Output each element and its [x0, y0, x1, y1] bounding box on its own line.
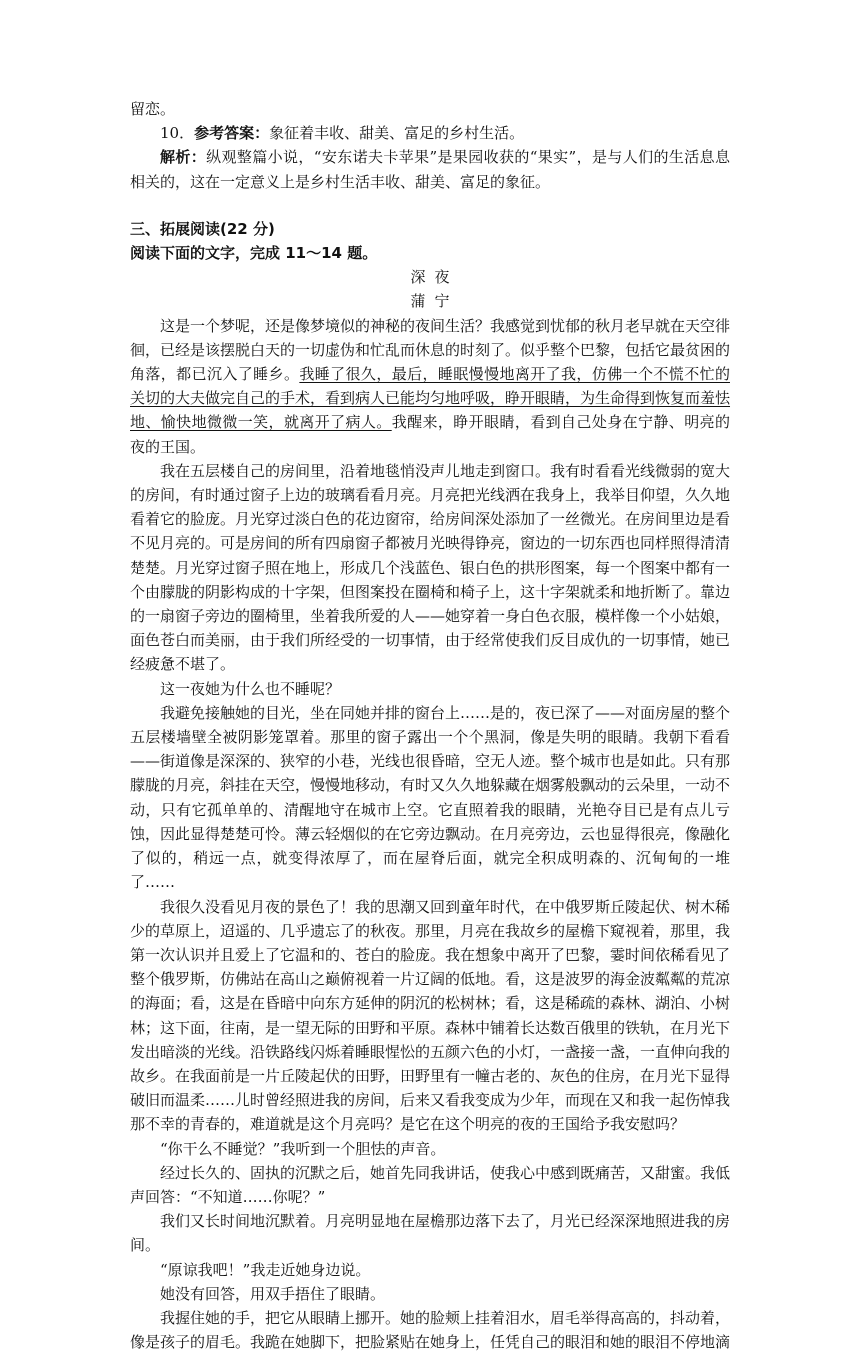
previous-answer-tail: 留恋。 — [130, 100, 176, 118]
answer-text: 象征着丰收、甜美、富足的乡村生活。 — [269, 124, 525, 143]
article-paragraph-1 — [130, 314, 730, 459]
answer-label: 参考答案： — [194, 124, 270, 143]
article-paragraph-9: “原谅我吧！”我走近她身边说。 — [160, 1260, 371, 1279]
question-number: 10． — [160, 124, 195, 143]
underlined-sentence: 我睡了很久，最后，睡眠慢慢地离开了我，仿佛一个不慌不忙的关切的大夫做完自己的手术，看到病人已能均匀地呼吸，睁开眼睛，为生命得到恢复而羞怯地、愉快地微微一笑，就离开了病人。 — [130, 365, 731, 432]
question-10-analysis — [130, 145, 730, 193]
spacer — [130, 194, 730, 217]
article-paragraph-2: 我在五层楼自己的房间里，沿着地毯悄没声儿地走到窗口。我有时看看光线微弱的宽大的房间，有时通过窗子上边的玻璃看看月亮。月亮把光线洒在我身上，我举目仰望，久久地看着它的脸庞。月光穿过淡白色的花边窗帘，给房间深处添加了一丝微光。在房间里边是看不见月亮的。可是房间的所有四扇窗子都被月光映得铮亮，窗边的一切东西也同样照得清清楚楚。月光穿过窗子照在地上，形成几个浅蓝色、银白色的拱形图案，每一个图案中都有一个由朦胧的阴影构成的十字架，但图案投在圈椅和椅子上，这十字架就柔和地折断了。靠边的一扇窗子旁边的圈椅里，坐着我所爱的人——她穿着一身白色衣服，模样像一个小姑娘，面色苍白而美丽，由于我们所经受的一切事情，由于经常使我们反目成仇的一切事情，她已经疲惫不堪了。 — [130, 461, 731, 674]
question-10-answer — [130, 121, 730, 145]
article-author: 蒲宁 — [410, 292, 459, 311]
article-paragraph-11: 我握住她的手，把它从眼睛上挪开。她的脸颊上挂着泪水，眉毛举得高高的，抖动着，像是孩子的眉毛。我跪在她脚下，把脸紧贴在她身上，任凭自己的眼泪和她的眼泪不停地滴 — [130, 1308, 731, 1352]
analysis-label: 解析： — [160, 148, 207, 167]
article-paragraph-5: 我很久没看见月夜的景色了！我的思潮又回到童年时代，在中俄罗斯丘陵起伏、树木稀少的草原上，迢遥的、几乎遗忘了的秋夜。那里，月亮在我故乡的屋檐下窥视着，那里，我第一次认识并且爱上了它温和的、苍白的脸庞。我在想象中离开了巴黎，霎时间依稀看见了整个俄罗斯，仿佛站在高山之巅俯视着一片辽阔的低地。看，这是波罗的海金波粼粼的荒凉的海面；看，这是在昏暗中向东方延伸的阴沉的松树林；看，这是稀疏的森林、湖泊、小树林；这下面，往南，是一望无际的田野和平原。森林中铺着长达数百俄里的铁轨，在月光下发出暗淡的光线。沿铁路线闪烁着睡眼惺忪的五颜六色的小灯，一盏接一盏，一直伸向我的故乡。在我面前是一片丘陵起伏的田野，田野里有一幢古老的、灰色的住房，在月光下显得破旧而温柔……儿时曾经照进我的房间，后来又看我变成为少年，而现在又和我一起伤悼我那不幸的青春的，难道就是这个月亮吗？是它在这个明亮的夜的王国给予我安慰吗？ — [130, 897, 731, 1134]
article-paragraph-4: 我避免接触她的目光，坐在同她并排的窗台上……是的，夜已深了——对面房屋的整个五层楼墙壁全被阴影笼罩着。那里的窗子露出一个个黑洞，像是失明的眼睛。我朝下看看——街道像是深深的、狭窄的小巷，光线也很昏暗，空无人迹。整个城市也是如此。只有那朦胧的月亮，斜挂在天空，慢慢地移动，有时又久久地躲藏在烟雾般飘动的云朵里，一动不动，只有它孤单单的、清醒地守在城市上空。它直照着我的眼睛，光艳夺目已是有点儿亏蚀，因此显得楚楚可怜。薄云轻烟似的在它旁边飘动。在月亮旁边，云也显得很亮，像融化了似的，稍远一点，就变得浓厚了，而在屋脊后面，就完全积成明森的、沉甸甸的一堆了…… — [130, 703, 731, 892]
article-paragraph-3: 这一夜她为什么也不睡呢？ — [160, 679, 341, 698]
article-paragraph-10: 她没有回答，用双手捂住了眼睛。 — [160, 1284, 386, 1303]
section-heading: 三、拓展阅读(22 分) — [130, 219, 275, 238]
document-page — [130, 97, 730, 1354]
paragraph-1-closing: 我醒来，睁开眼睛，看到自己处身在宁静、明亮的夜的王国。 — [130, 413, 730, 456]
paragraph-1-opening: 这是一个梦呢，还是像梦境似的神秘的夜间生活？我感觉到忧郁的秋月老早就在天空徘徊，已经是该摆脱白天的一切虚伪和忙乱而休息的时刻了。似乎整个巴黎，包括它最贫困的角落，都已沉入了睡乡。 — [130, 316, 731, 384]
article-paragraph-8: 我们又长时间地沉默着。月亮明显地在屋檐那边落下去了，月光已经深深地照进我的房间。 — [130, 1212, 731, 1255]
article-title: 深夜 — [410, 268, 459, 287]
analysis-text: 纵观整篇小说，“安东诺夫卡苹果”是果园收获的“果实”，是与人们的生活息息相关的，这在一定意义上是乡村生活丰收、甜美、富足的象征。 — [130, 148, 730, 191]
article-paragraph-6: “你干么不睡觉？”我听到一个胆怯的声音。 — [160, 1139, 446, 1158]
section-instruction: 阅读下面的文字，完成 11～14 题。 — [130, 244, 378, 263]
article-paragraph-7: 经过长久的、固执的沉默之后，她首先同我讲话，使我心中感到既痛苦，又甜蜜。我低声回答：“不知道……你呢？” — [130, 1163, 731, 1206]
